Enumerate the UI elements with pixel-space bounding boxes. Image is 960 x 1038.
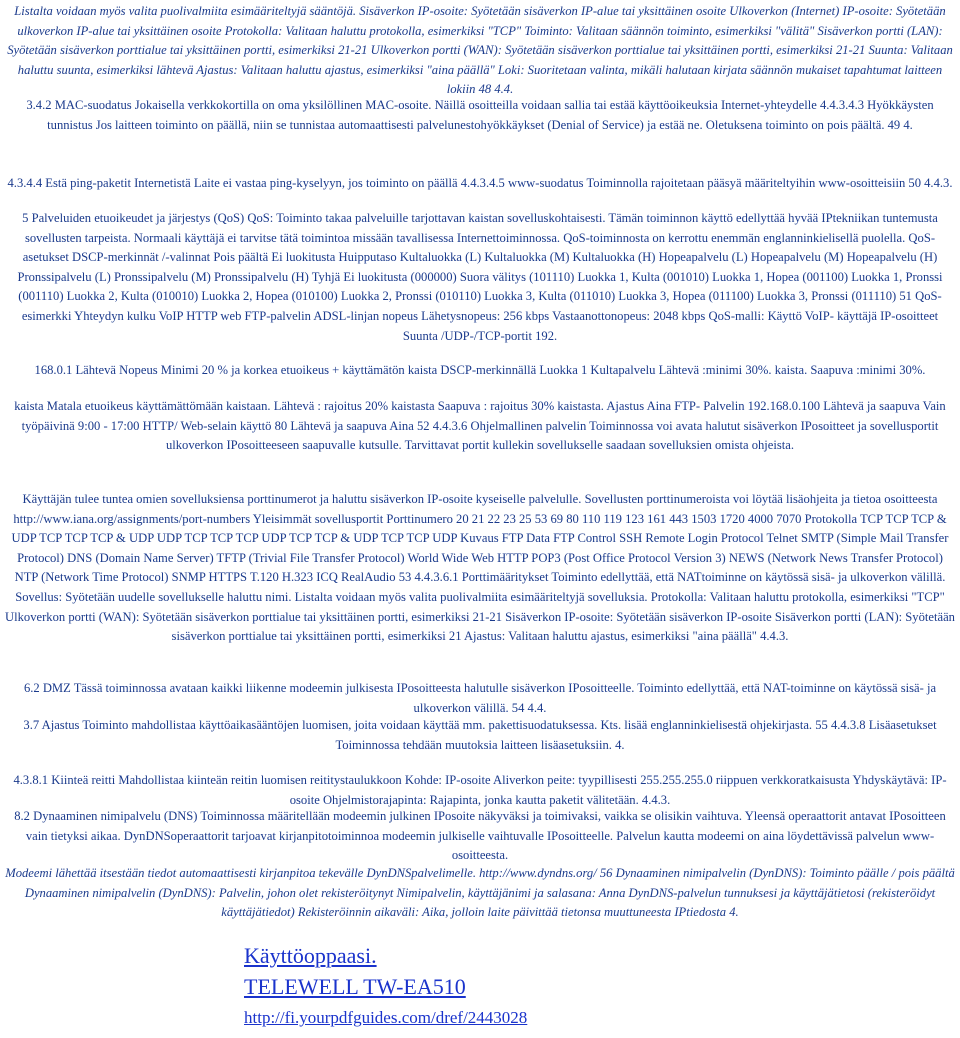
paragraph-mac-filter: 3.4.2 MAC-suodatus Jokaisella verkkokortilla on oma yksilöllinen MAC-osoite. Näillä osoitteilla voidaan sallia tai estää käyttöoikeuksia Internet-yhteydelle 4.4.3.4.3 Hyökkäysten tunnistus Jos laitteen toiminto on päällä, niin se tunnistaa automaattisesti palvelunestohyökkäykset (Denial of Service) ja estää ne. Oletuksena toiminto on pois päältä. 49 4. xyxy=(26,98,934,132)
paragraph-voip: 168.0.1 Lähtevä Nopeus Minimi 20 % ja korkea etuoikeus + käyttämätön kaista DSCP-merkinnällä Luokka 1 Kultapalvelu Lähtevä :minimi 30%. kaista. Saapuva :minimi 30%. xyxy=(34,363,926,377)
footer-manual-anchor[interactable]: Käyttöoppaasi. xyxy=(244,943,377,968)
paragraph-qos: 5 Palveluiden etuoikeudet ja järjestys (QoS) QoS: Toiminto takaa palveluille tarjottavan kaistan sovelluskohtaisesti. Tämän toiminnon käyttö edellyttää hyvää IPtekniikan tuntemusta sovellusten tarpeista. Normaali käyttäjä ei tarvitse tätä toimintoa missään tavallisessa Internettoiminnossa. QoS-toiminnosta on kerrottu enemmän englanninkielisellä puolella. QoS-asetukset DSCP-merkinnät /-valinnat Pois päältä Ei luokitusta Huipputaso Kultaluokka (L) Kultaluokka (M) Kultaluokka (H) Hopeapalvelu (L) Hopeapalvelu (M) Hopeapalvelu (H) Pronssipalvelu (L) Pronssipalvelu (M) Pronssipalvelu (H) Tyhjä Ei luokitusta (000000) Suora välitys (101110) Luokka 1, Kulta (001010) Luokka 1, Hopea (001100) Luokka 1, Pronssi (001110) Luokka 2, Kulta (010010) Luokka 2, Hopea (010100) Luokka 2, Pronssi (010110) Luokka 3, Kulta (011010) Luokka 3, Hopea (011100) Luokka 3, Pronssi (011110) 51 QoS-esimerkki Yhteydyn kulku VoIP HTTP web FTP-palvelin ADSL-linjan nopeus Lähetysnopeus: 256 kbps Vastaanottonopeus: 2048 kbps QoS-malli: Käyttö VoIP- käyttäjä IP-osoitteet Suunta /UDP-/TCP-portit 192. xyxy=(17,211,943,343)
footer-url-anchor[interactable]: http://fi.yourpdfguides.com/dref/2443028 xyxy=(244,1008,528,1027)
paragraph-dyndns: Modeemi lähettää itsestään tiedot automaattisesti kirjanpitoa tekevälle DynDNSpalvelimelle. http://www.dyndns.org/ 56 Dynaaminen nimipalvelin (DynDNS): Toiminto päälle / pois päältä Dynaaminen nimipalvelin (DynDNS): Palvelin, johon olet rekisteröitynyt Nimipalvelin, käyttäjänimi ja salasana: Anna DynDNS-palvelun tunnuksesi ja käyttäjätietosi (rekisteröidyt käyttäjätiedot) Rekisteröinnin aikaväli: Aika, jolloin laite päivittää tietonsa muuttuneesta IPtiedosta 4. xyxy=(5,866,955,920)
paragraph-schedule: 3.7 Ajastus Toiminto mahdollistaa käyttöaikasääntöjen luomisen, joita voidaan käyttää mm. pakettisuodatuksessa. Kts. lisää englanninkielisestä ohjekirjasta. 55 4.4.3.8 Lisäasetukset Toiminnossa tehdään muutoksia laitteen lisäasetuksiin. 4. xyxy=(23,718,937,752)
footer-manual-link[interactable] xyxy=(244,943,377,969)
footer-product-link[interactable] xyxy=(244,974,466,1000)
paragraph-ping-www: 4.3.4.4 Estä ping-paketit Internetistä Laite ei vastaa ping-kyselyyn, jos toiminto on päällä 4.4.3.4.5 www-suodatus Toiminnolla rajoitetaan pääsyä määriteltyihin www-osoitteisiin 50 4.4.3. xyxy=(7,176,953,190)
paragraph-port-rules: Listalta voidaan myös valita puolivalmiita esimääriteltyjä sääntöjä. Sisäverkon IP-osoite: Syötetään sisäverkon IP-alue tai yksittäinen osoite Ulkoverkon (Internet) IP-osoite: Syötetään ulkoverkon IP-alue tai yksittäinen osoite Protokolla: Valitaan haluttu protokolla, esimerkiksi "TCP" Toiminto: Valitaan säännön toiminto, esimerkiksi "välitä" Sisäverkon portti (LAN): Syötetään sisäverkon porttialue tai yksittäinen portti, esimerkiksi 21-21 Ulkoverkon portti (WAN): Syötetään sisäverkon porttialue tai yksittäinen portti, esimerkiksi 21-21 Suunta: Valitaan haluttu suunta, esimerkiksi lähtevä Ajastus: Valitaan haluttu ajastus, esimerkiksi "aina päällä" Loki: Suoritetaan valinta, mikäli halutaan kirjata säännön mukaiset tapahtumat laitteen lokiin 48 4.4. xyxy=(7,4,953,97)
paragraph-port-numbers: Käyttäjän tulee tuntea omien sovelluksiensa porttinumerot ja haluttu sisäverkon IP-osoite kyseiselle palvelulle. Sovellusten porttinumeroista voi löytää lisäohjeita ja tietoa osoitteesta http://www.iana.org/assignments/port-numbers Yleisimmät sovellusportit Porttinumero 20 21 22 23 25 53 69 80 110 119 123 161 443 1503 1720 4000 7070 Protokolla TCP TCP TCP & UDP TCP TCP TCP & UDP UDP TCP TCP TCP UDP TCP TCP & UDP TCP TCP UDP Kuvaus FTP Data FTP Control SSH Remote Login Protocol Telnet SMTP (Simple Mail Transfer Protocol) DNS (Domain Name Server) TFTP (Trivial File Transfer Protocol) World Wide Web HTTP POP3 (Post Office Protocol Version 3) NEWS (Network News Transfer Protocol) NTP (Network Time Protocol) SNMP HTTPS T.120 H.323 ICQ RealAudio 53 4.4.3.6.1 Porttimääritykset Toiminto edellyttää, että NATtoiminne on käytössä sisä- ja ulkoverkon välillä. Sovellus: Syötetään uudelle sovellukselle haluttu nimi. Listalta voidaan myös valita puolivalmiita esimääriteltyjä sovelluksia. Protokolla: Valitaan haluttu protokolla, esimerkiksi "TCP" Ulkoverkon portti (WAN): Syötetään sisäverkon porttialue tai yksittäinen portti, esimerkiksi 21-21 Sisäverkon IP-osoite: Syötetään sisäverkon IP-osoite Sisäverkon portti (LAN): Syötetään sisäverkon porttialue tai yksittäinen portti, esimerkiksi 21 Ajastus: Valitaan haluttu ajastus, esimerkiksi "aina päällä" 4.4.3. xyxy=(5,492,955,644)
paragraph-static-route: 4.3.8.1 Kiinteä reitti Mahdollistaa kiinteän reitin luomisen reititystaulukkoon Kohde: IP-osoite Aliverkon peite: tyypillisesti 255.255.255.0 riippuen verkkoratkaisusta Yhdyskäytävä: IP-osoite Ohjelmistorajapinta: Rajapinta, jonka kautta paketit välitetään. 4.4.3. xyxy=(13,773,947,807)
paragraph-dns: 8.2 Dynaaminen nimipalvelu (DNS) Toiminnossa määritellään modeemin julkinen IPosoite näkyväksi ja toimivaksi, vaikka se olisikin vaihtuva. Yleensä operaattorit antavat IPosoitteen vain tietyksi aikaa. DynDNSoperaattorit tarjoavat kirjanpitotoiminnoa modeemin julkiselle vaihtuvalle IPosoitteelle. Palvelun kautta modeemi on aina löydettävissä palvelun www-osoitteesta. xyxy=(14,809,946,863)
paragraph-dmz: 6.2 DMZ Tässä toiminnossa avataan kaikki liikenne modeemin julkisesta IPosoitteesta halutulle sisäverkon IPosoitteelle. Toiminto edellyttää, että NAT-toiminne on käytössä sisä- ja ulkoverkon välillä. 54 4.4. xyxy=(23,681,937,715)
paragraph-ftp-http: kaista Matala etuoikeus käyttämättömään kaistaan. Lähtevä : rajoitus 20% kaistasta Saapuva : rajoitus 30% kaistasta. Ajastus Aina FTP- Palvelin 192.168.0.100 Lähtevä ja saapuva Vain työpäivinä 9:00 - 17:00 HTTP/ Web-selain käyttö 80 Lähtevä ja saapuva Aina 52 4.4.3.6 Ohjelmallinen palvelin Toiminnossa voi avata halutut sisäverkon IPosoitteet ja sovellusportit ulkoverkon IPosoitteeseen saapuvalle kutsulle. Tarvittavat portit kullekin sovellukselle saadaan sovelluksien omista ohjeista. xyxy=(14,399,946,453)
footer-product-anchor[interactable]: TELEWELL TW-EA510 xyxy=(244,974,466,999)
footer-url-link[interactable] xyxy=(244,1007,527,1029)
